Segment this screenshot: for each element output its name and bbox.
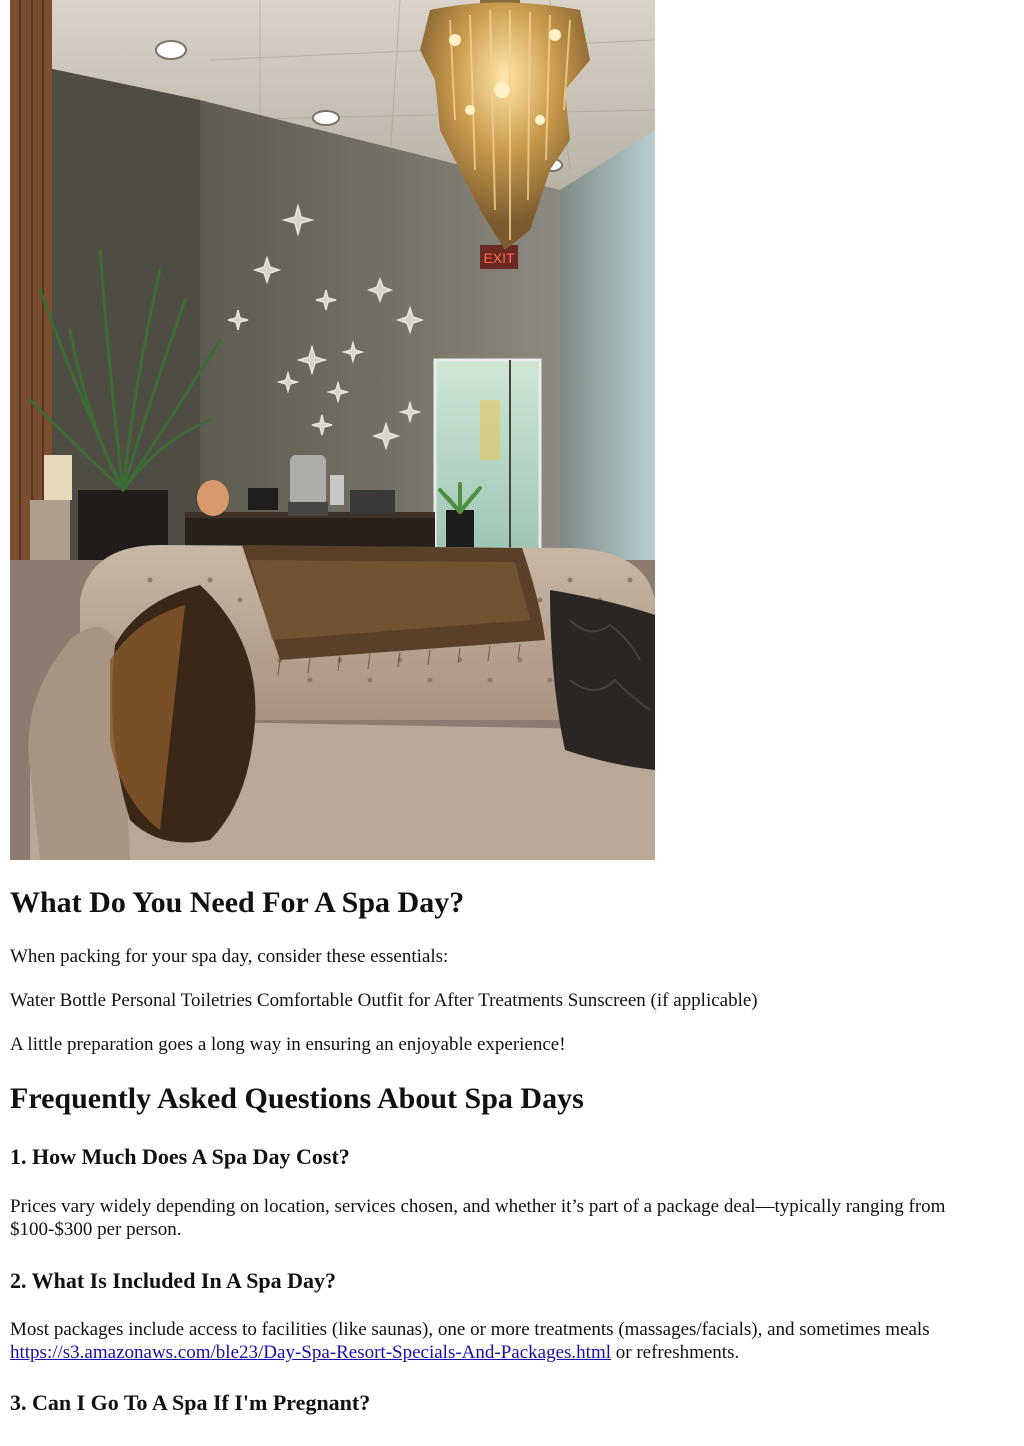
faq-answer-1: Prices vary widely depending on location, services chosen, and whether it’s part of a package deal—typically ranging from $100-$300 per person. — [10, 1196, 946, 1240]
packages-link[interactable]: https://s3.amazonaws.com/ble23/Day-Spa-Resort-Specials-And-Packages.html — [10, 1342, 612, 1363]
section-title-faq: Frequently Asked Questions About Spa Days — [10, 1082, 584, 1115]
faq-answer-2-suffix: or refreshments. — [611, 1342, 740, 1363]
faq-question-2: 2. What Is Included In A Spa Day? — [10, 1268, 337, 1293]
packing-intro: When packing for your spa day, consider these essentials: — [10, 946, 449, 967]
hero-image — [10, 0, 655, 860]
document-page — [10, 0, 1014, 1415]
section-title-need: What Do You Need For A Spa Day? — [10, 886, 465, 919]
spa-lounge-illustration — [10, 0, 655, 860]
faq-question-1: 1. How Much Does A Spa Day Cost? — [10, 1144, 350, 1169]
preparation-note: A little preparation goes a long way in ensuring an enjoyable experience! — [10, 1034, 566, 1055]
svg-text:EXIT: EXIT — [483, 250, 515, 266]
essentials-list: Water Bottle Personal Toiletries Comfortable Outfit for After Treatments Sunscreen (if applicable) — [10, 990, 758, 1011]
faq-question-3: 3. Can I Go To A Spa If I'm Pregnant? — [10, 1390, 371, 1415]
faq-answer-2 — [10, 1318, 1020, 1364]
faq-answer-2-text: Most packages include access to facilities (like saunas), one or more treatments (massages/facials), and sometimes meals — [10, 1319, 930, 1340]
